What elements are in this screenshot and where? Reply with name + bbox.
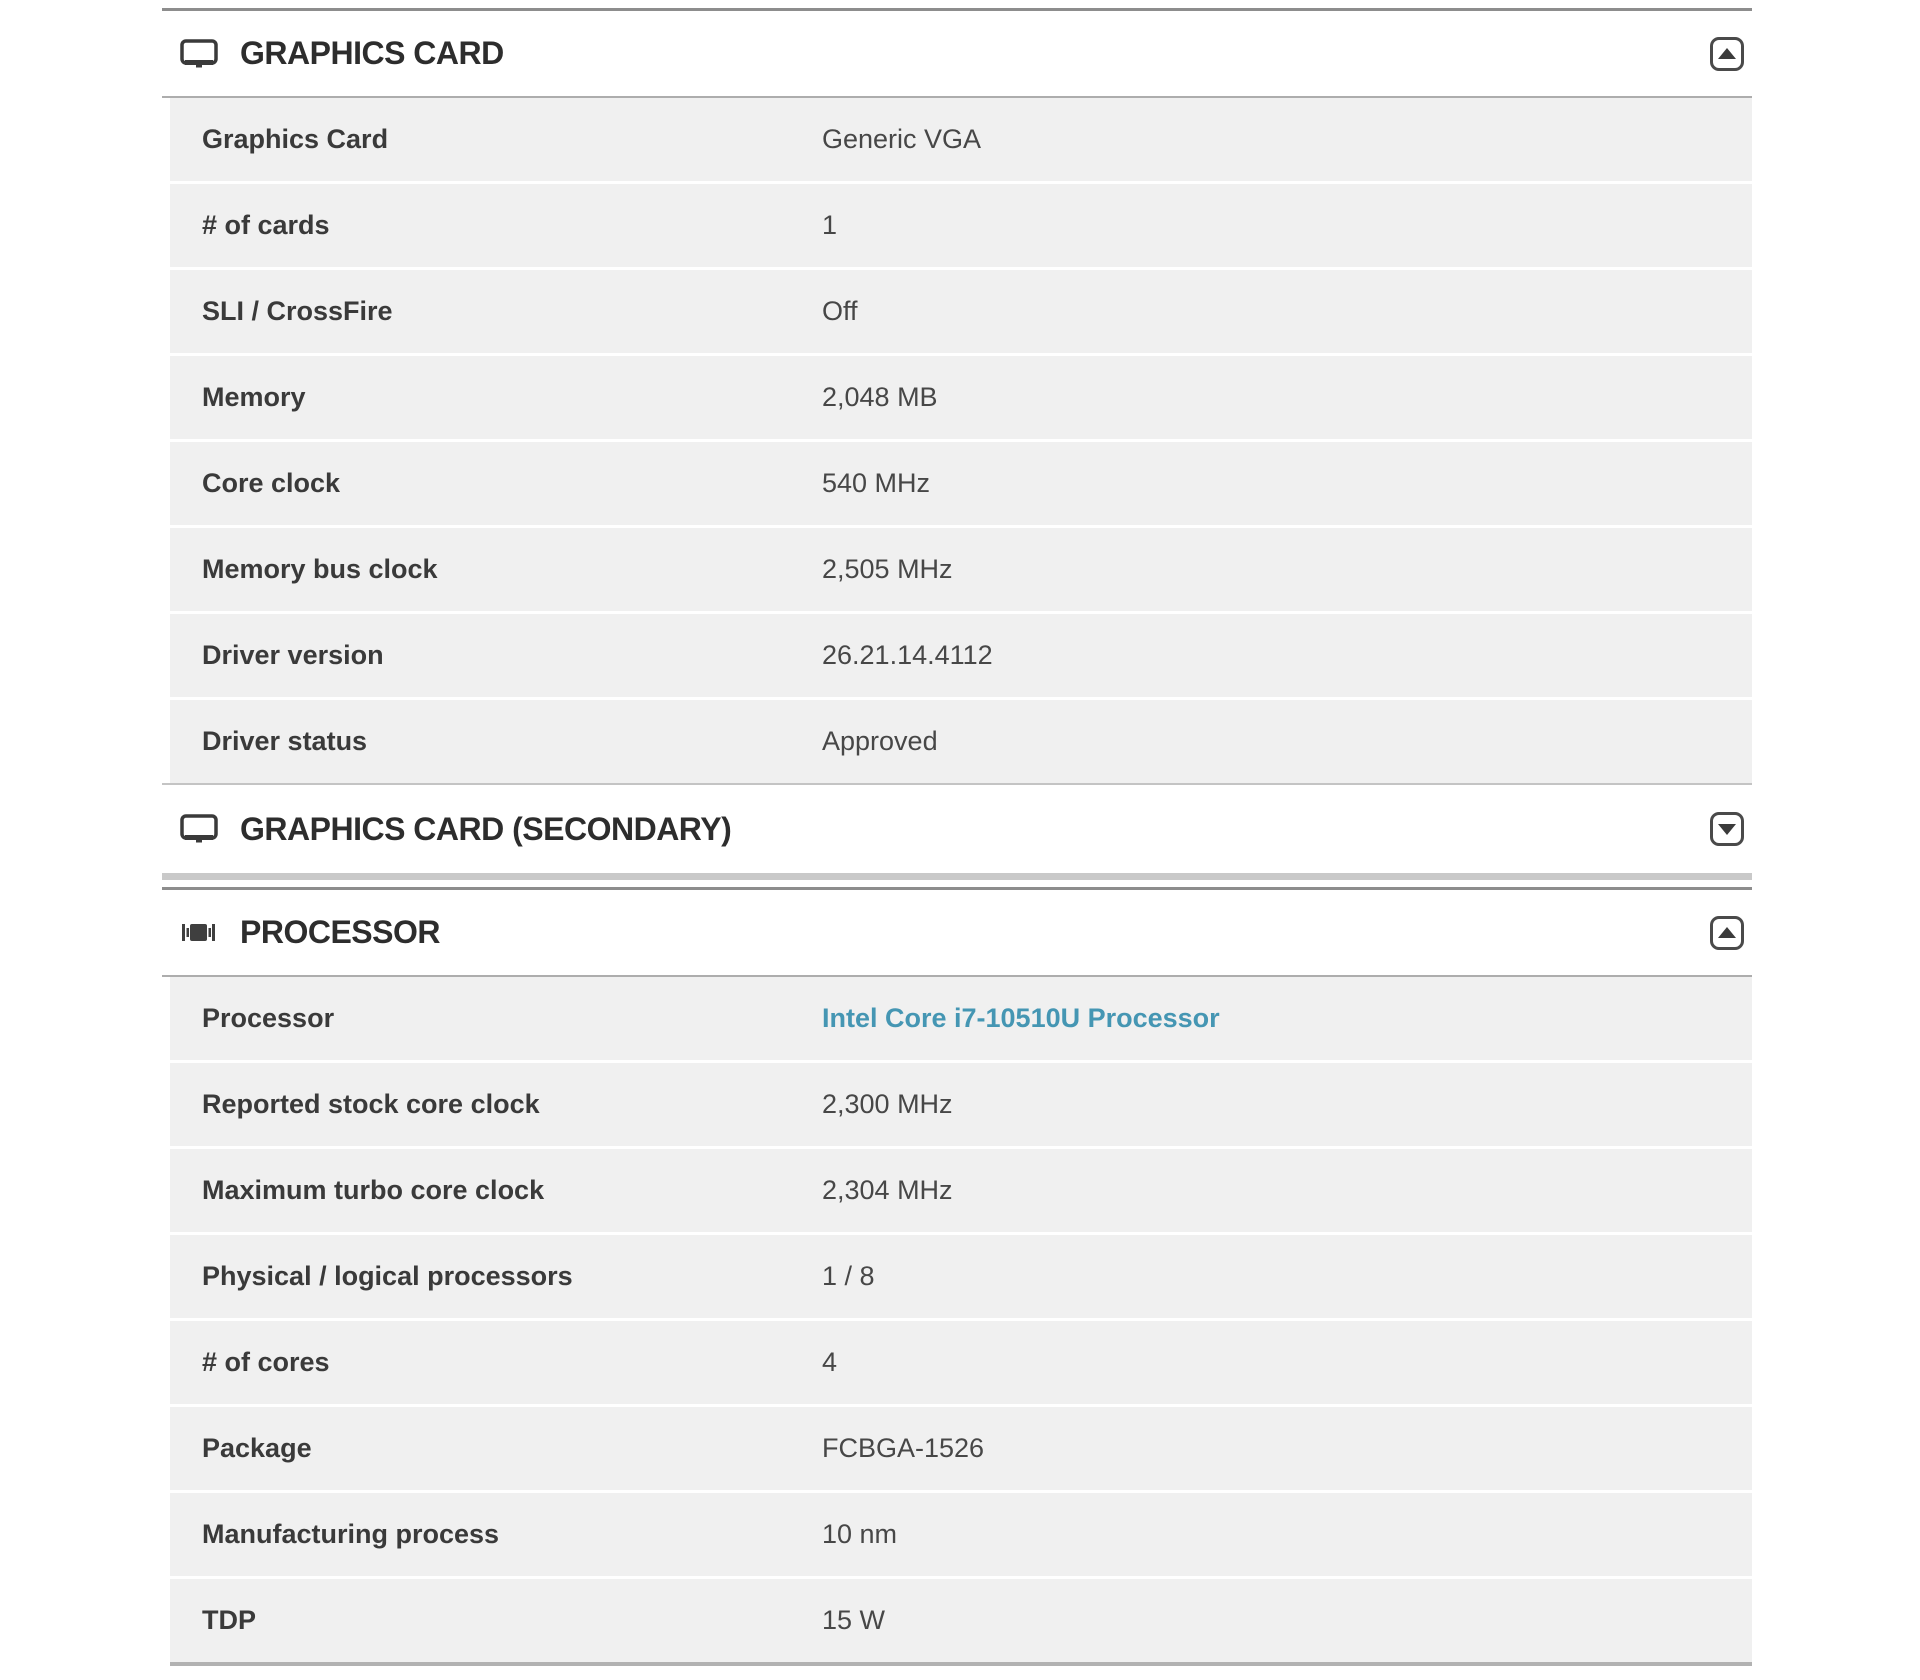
row-label: TDP [202, 1605, 256, 1635]
row-value: 1 / 8 [822, 1261, 875, 1291]
row-label: SLI / CrossFire [202, 296, 393, 326]
processor-collapse-button[interactable] [1710, 916, 1744, 950]
graphics-card-title: GRAPHICS CARD [240, 35, 504, 71]
row-value: 2,300 MHz [822, 1089, 953, 1119]
row-label: Physical / logical processors [202, 1261, 573, 1291]
triangle-down-icon [1718, 824, 1736, 835]
table-row [170, 98, 1752, 181]
cpu-chip-icon [178, 916, 220, 950]
table-row [170, 700, 1752, 783]
graphics-card-secondary-header [162, 783, 1752, 880]
table-row [170, 442, 1752, 525]
graphics-card-secondary-expand-button[interactable] [1710, 812, 1744, 846]
row-value: FCBGA-1526 [822, 1433, 985, 1463]
table-row [170, 977, 1752, 1060]
row-label: Processor [202, 1003, 335, 1033]
row-value: Generic VGA [822, 124, 982, 154]
row-value: 2,505 MHz [822, 554, 953, 584]
graphics-card-table [170, 98, 1752, 783]
row-label: Memory [202, 382, 306, 412]
table-row [170, 356, 1752, 439]
section-graphics-card-secondary [162, 783, 1752, 880]
table-row [170, 1235, 1752, 1318]
row-value: 540 MHz [822, 468, 931, 498]
graphics-card-secondary-title: GRAPHICS CARD (SECONDARY) [240, 810, 732, 847]
row-label: Package [202, 1433, 312, 1463]
processor-link[interactable]: Intel Core i7-10510U Processor [822, 1003, 1220, 1033]
row-value: 15 W [822, 1605, 886, 1635]
monitor-icon [178, 37, 220, 71]
row-label: Reported stock core clock [202, 1089, 540, 1119]
row-value: 10 nm [822, 1519, 898, 1549]
row-label: Core clock [202, 468, 341, 498]
row-value: Off [822, 296, 858, 326]
table-row [170, 1149, 1752, 1232]
processor-table [170, 977, 1752, 1666]
row-label: Graphics Card [202, 124, 389, 154]
processor-header [162, 887, 1752, 977]
row-label: Manufacturing process [202, 1519, 500, 1549]
row-label: # of cards [202, 210, 330, 240]
table-row [170, 184, 1752, 267]
table-row [170, 1493, 1752, 1576]
graphics-card-collapse-button[interactable] [1710, 37, 1744, 71]
row-value: 4 [822, 1347, 838, 1377]
table-row [170, 1579, 1752, 1662]
row-label: # of cores [202, 1347, 330, 1377]
row-value: 26.21.14.4112 [822, 640, 993, 670]
row-value: 1 [822, 210, 838, 240]
section-processor [162, 887, 1752, 1666]
row-label: Driver version [202, 640, 384, 670]
row-label: Maximum turbo core clock [202, 1175, 545, 1205]
row-value: Approved [822, 726, 938, 756]
table-row [170, 614, 1752, 697]
triangle-up-icon [1718, 927, 1736, 938]
triangle-up-icon [1718, 48, 1736, 59]
table-row [170, 528, 1752, 611]
row-value: 2,048 MB [822, 382, 938, 412]
system-info-panel [162, 8, 1752, 1666]
graphics-card-header [162, 8, 1752, 98]
table-row [170, 1063, 1752, 1146]
row-value: 2,304 MHz [822, 1175, 953, 1205]
table-row [170, 1321, 1752, 1404]
processor-title: PROCESSOR [240, 914, 440, 950]
monitor-icon [178, 812, 220, 846]
table-row [170, 270, 1752, 353]
table-row [170, 1407, 1752, 1490]
section-graphics-card [162, 8, 1752, 783]
row-label: Memory bus clock [202, 554, 438, 584]
row-label: Driver status [202, 726, 368, 756]
